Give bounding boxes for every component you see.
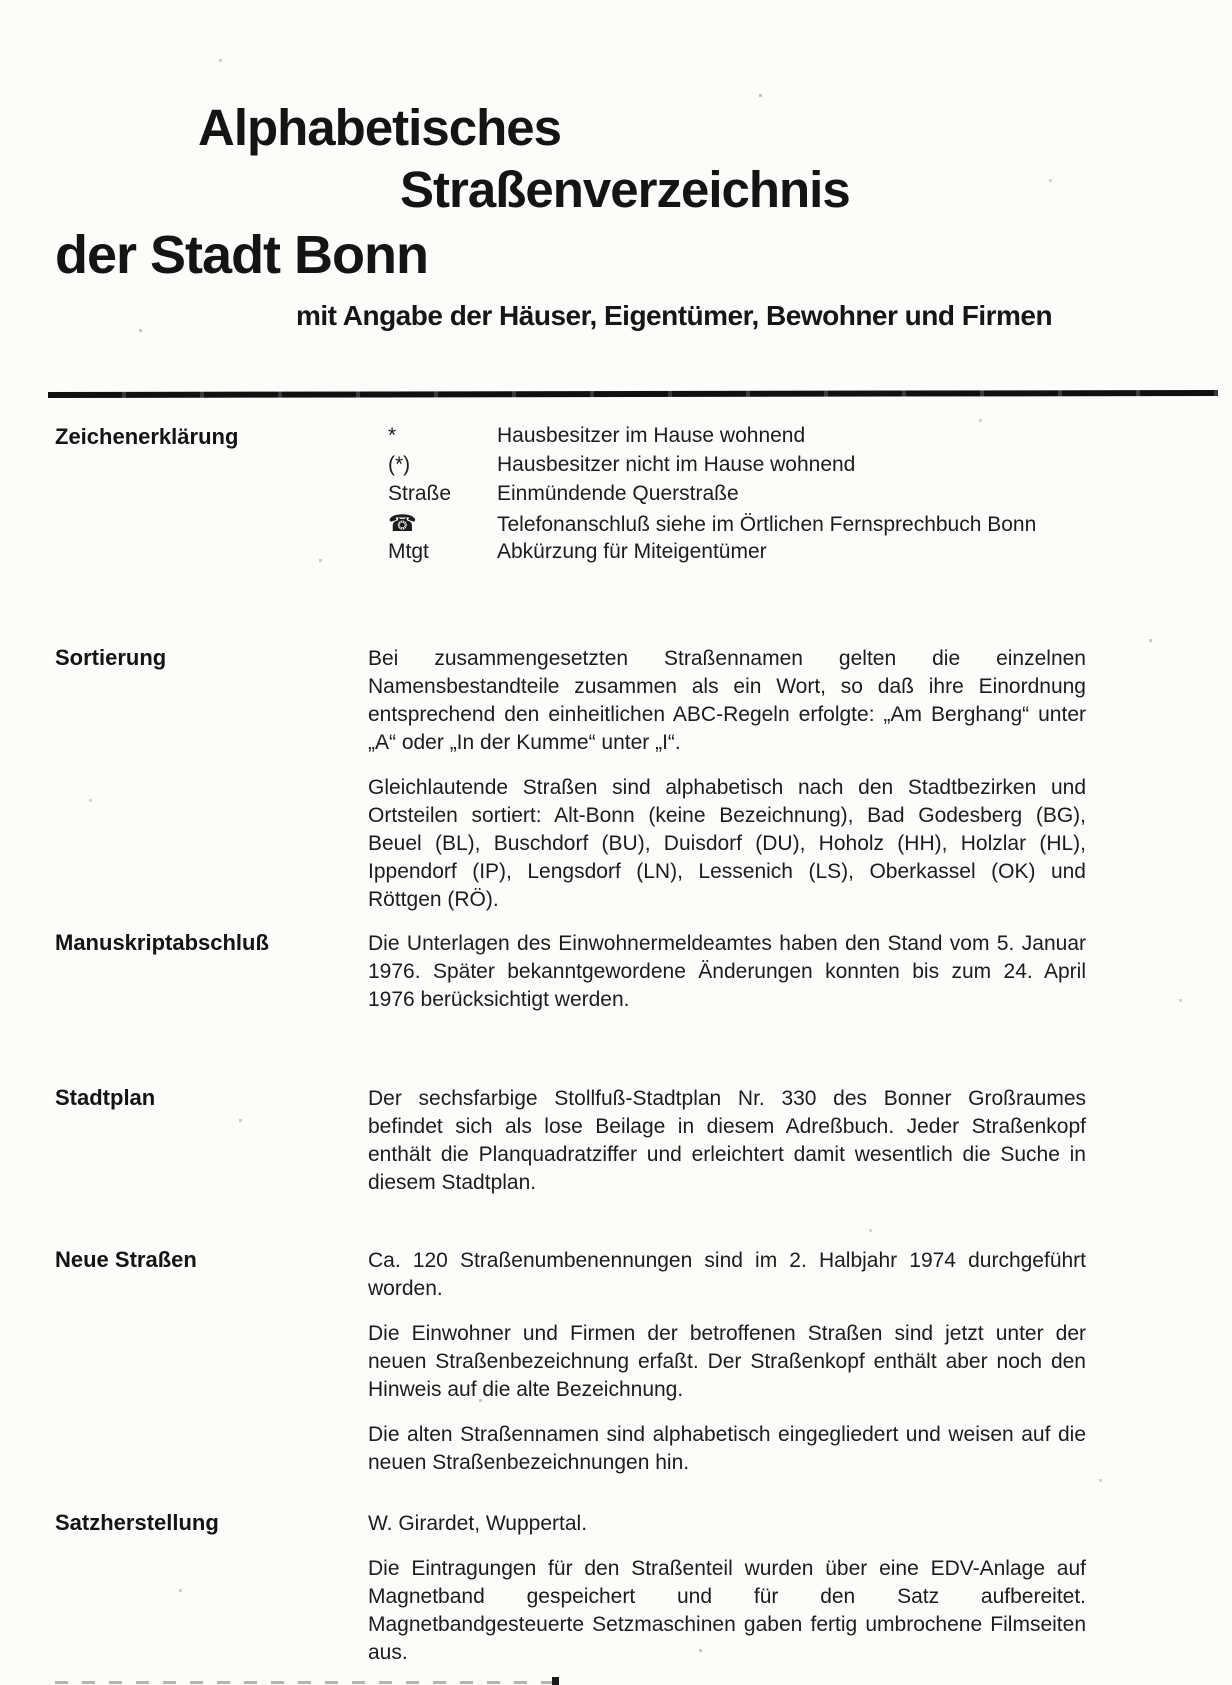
section-label: Neue Straßen — [55, 1247, 197, 1272]
paragraph: Bei zusammengesetzten Straßennamen gelten die einzelnen Namensbestandteile zusammen als ein Wort, so daß ihre Einordnung entsprechend den einheitlichen ABC-Regeln erfolgte: „Am Berghang“ unter „A“ oder „In der Kumme“ unter „I“. — [368, 647, 1086, 754]
street-word-symbol: Straße — [388, 482, 497, 506]
section-label: Satzherstellung — [55, 1510, 219, 1535]
paragraph: Die alten Straßennamen sind alphabetisch eingegliedert und weisen auf die neuen Straßenbezeichnungen hin. — [368, 1423, 1086, 1474]
legend-row — [388, 540, 1088, 569]
section-label: Zeichenerklärung — [55, 424, 239, 449]
section-body — [368, 1510, 1086, 1667]
section-body — [368, 645, 1086, 914]
scan-edge-artifact — [55, 1681, 555, 1684]
legend-description: Hausbesitzer im Hause wohnend — [497, 424, 806, 447]
legend-description: Abkürzung für Miteigentümer — [497, 540, 767, 563]
section-label: Sortierung — [55, 645, 167, 670]
legend-row — [388, 424, 1088, 453]
horizontal-rule — [48, 390, 1218, 398]
paragraph: Die Unterlagen des Einwohnermeldeamtes haben den Stand vom 5. Januar 1976. Später bekanntgewordene Änderungen konnten bis zum 24. April 1976 berücksichtigt werden. — [368, 932, 1086, 1011]
page-title-line2: Straßenverzeichnis — [400, 161, 850, 218]
paragraph: Die Einwohner und Firmen der betroffenen Straßen sind jetzt unter der neuen Straßenbezeichnung erfaßt. Der Straßenkopf enthält aber noch den Hinweis auf die alte Bezeichnung. — [368, 1322, 1086, 1401]
paragraph: W. Girardet, Wuppertal. — [368, 1512, 588, 1535]
mtgt-symbol: Mtgt — [388, 540, 429, 563]
section-label: Stadtplan — [55, 1085, 156, 1110]
asterisk-symbol: * — [388, 424, 397, 447]
telephone-icon: ☎ — [388, 511, 417, 537]
section-label: Manuskriptabschluß — [55, 930, 269, 955]
section-body — [368, 930, 1086, 1014]
section-body — [368, 1247, 1086, 1477]
legend-description: Telefonanschluß siehe im Örtlichen Fernsprechbuch Bonn — [497, 513, 1037, 536]
legend-row — [388, 453, 1088, 482]
legend-table — [388, 424, 1088, 569]
legend-description: Einmündende Querstraße — [497, 482, 739, 505]
page-subtitle: mit Angabe der Häuser, Eigentümer, Bewohner und Firmen — [296, 300, 1053, 331]
page-title-line3: der Stadt Bonn — [55, 225, 428, 285]
legend-row — [388, 482, 1088, 511]
section-body — [368, 1085, 1086, 1197]
paragraph: Ca. 120 Straßenumbenennungen sind im 2. Halbjahr 1974 durchgeführt worden. — [368, 1249, 1086, 1300]
scan-edge-mark — [552, 1677, 559, 1685]
asterisk-parentheses-symbol: (*) — [388, 453, 497, 477]
legend-row — [388, 511, 1088, 540]
paragraph: Der sechsfarbige Stollfuß-Stadtplan Nr. 330 des Bonner Großraumes befindet sich als lose Beilage in diesem Adreßbuch. Jeder Straßenkopf enthält die Planquadratziffer und erleichtert damit wesentlich die Suche in diesem Stadtplan. — [368, 1087, 1086, 1194]
page-title-line1: Alphabetisches — [198, 99, 561, 156]
scan-noise — [0, 0, 1, 1]
paragraph: Gleichlautende Straßen sind alphabetisch nach den Stadtbezirken und Ortsteilen sortiert: Alt-Bonn (keine Bezeichnung), Bad Godesberg (BG), Beuel (BL), Buschdorf (BU), Duisdorf (DU), Hoholz (HH), Holzlar (HL), Ippendorf (IP), Lengsdorf (LN), Lessenich (LS), Oberkassel (OK) und Röttgen (RÖ). — [368, 776, 1086, 911]
paragraph: Die Eintragungen für den Straßenteil wurden über eine EDV-Anlage auf Magnetband gespeichert und für den Satz aufbereitet. Magnetbandgesteuerte Setzmaschinen gaben fertig umbrochene Filmseiten aus. — [368, 1557, 1086, 1664]
legend-description: Hausbesitzer nicht im Hause wohnend — [497, 453, 856, 476]
